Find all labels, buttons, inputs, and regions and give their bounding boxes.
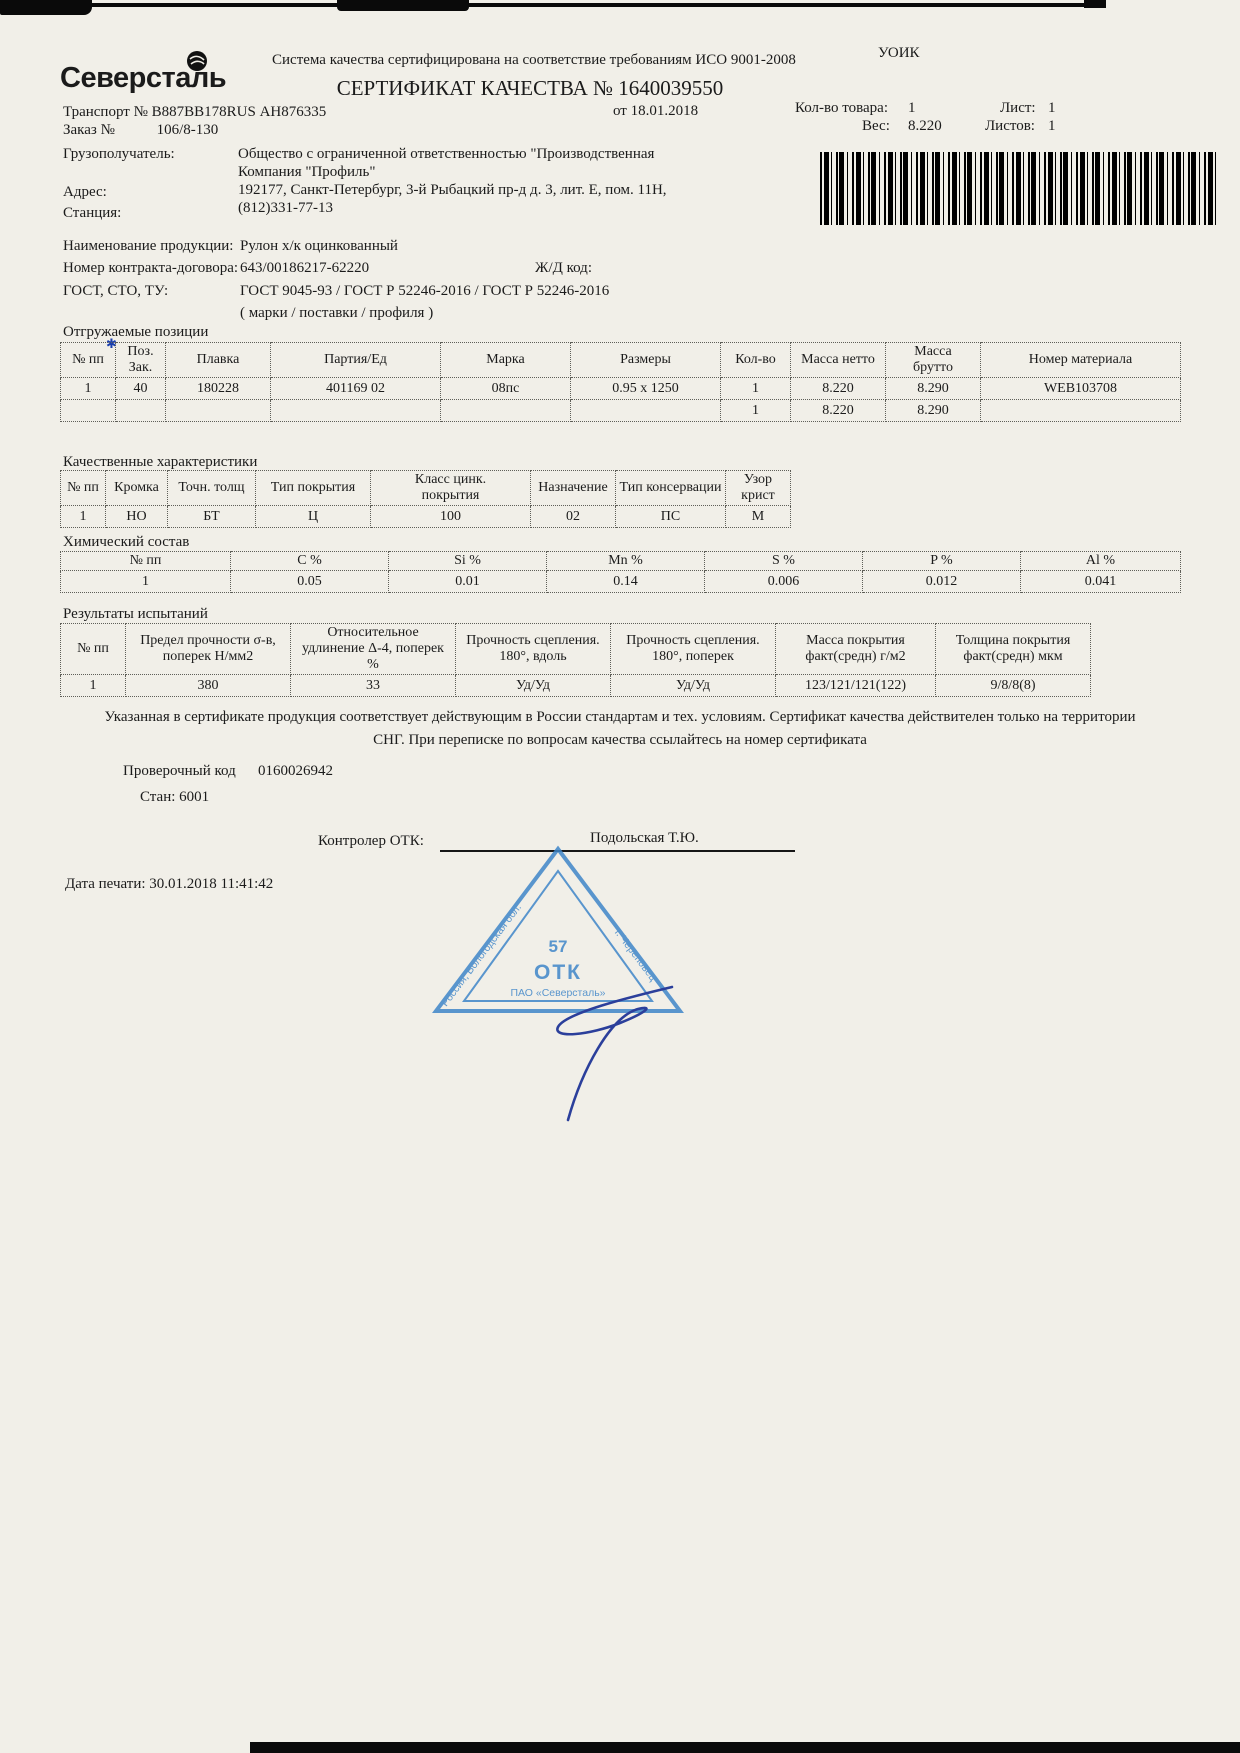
chemistry-section-title: Химический состав: [63, 534, 190, 550]
column-header: Mn %: [547, 552, 705, 571]
column-header: № пп: [61, 624, 126, 675]
table-cell: Уд/Уд: [611, 675, 776, 697]
transport-label: Транспорт №: [63, 104, 148, 120]
stamp-number: 57: [548, 937, 568, 956]
column-header: Масса покрытия факт(средн) г/м2: [776, 624, 936, 675]
scan-artifact-bottom-bar: [250, 1742, 1240, 1753]
compliance-statement: [60, 706, 1180, 751]
column-header: Предел прочности σ-в, поперек Н/мм2: [126, 624, 291, 675]
table-cell: 1: [61, 571, 231, 593]
column-header: Номер материала: [981, 343, 1181, 378]
table-cell: WEB103708: [981, 378, 1181, 400]
weight-label: Вес:: [862, 118, 890, 134]
table-cell: 123/121/121(122): [776, 675, 936, 697]
column-header: Точн. толщ: [168, 471, 256, 506]
column-header: № пп: [61, 343, 116, 378]
column-header: Кромка: [106, 471, 168, 506]
document-title: СЕРТИФИКАТ КАЧЕСТВА № 1640039550: [336, 76, 724, 100]
gost-value: ГОСТ 9045-93 / ГОСТ Р 52246-2016 / ГОСТ Р 52246-2016: [240, 283, 610, 299]
check-code-label: Проверочный код: [123, 763, 236, 779]
column-header: № пп: [61, 552, 231, 571]
column-header: C %: [231, 552, 389, 571]
table-cell: 08пс: [441, 378, 571, 400]
table-cell: 0.006: [705, 571, 863, 593]
address-label: Адрес:: [63, 184, 107, 200]
product-name-label: Наименование продукции:: [63, 238, 234, 254]
table-cell: 40: [116, 378, 166, 400]
logo-text: Северсталь: [60, 62, 227, 94]
column-header: S %: [705, 552, 863, 571]
stamp-otk: ОТК: [534, 961, 582, 984]
column-header: Размеры: [571, 343, 721, 378]
order-row: [63, 122, 218, 139]
table-cell: 100: [371, 506, 531, 528]
table-cell: 33: [291, 675, 456, 697]
barcode: [820, 152, 1216, 225]
shipping-table: [60, 342, 1181, 422]
stamp-company: ПАО «Северсталь»: [510, 987, 606, 999]
sheets-label: Листов:: [985, 118, 1035, 134]
table-cell: [61, 400, 116, 422]
table-cell: 02: [531, 506, 616, 528]
shipping-section-title: Отгружаемые позиции: [63, 324, 209, 340]
column-header: Толщина покрытия факт(средн) мкм: [936, 624, 1091, 675]
column-header: Назначение: [531, 471, 616, 506]
contract-label: Номер контракта-договора:: [63, 260, 239, 276]
table-cell: Уд/Уд: [456, 675, 611, 697]
table-header-row: [61, 624, 1091, 675]
table-cell: 1: [61, 378, 116, 400]
table-cell: 0.14: [547, 571, 705, 593]
table-row: [61, 400, 1181, 422]
table-cell: 0.012: [863, 571, 1021, 593]
table-cell: 1: [61, 506, 106, 528]
column-header: Плавка: [166, 343, 271, 378]
table-row: [61, 675, 1091, 697]
table-cell: 380: [126, 675, 291, 697]
stamp-left-text: Россия, Вологодская обл.: [439, 901, 525, 1009]
table-cell: [166, 400, 271, 422]
table-cell: 1: [721, 400, 791, 422]
column-header: Партия/Ед: [271, 343, 441, 378]
table-cell: М: [726, 506, 791, 528]
consignee-value-line2: Компания "Профиль": [238, 164, 376, 180]
product-name-value: Рулон х/к оцинкованный: [240, 238, 398, 254]
table-cell: 8.290: [886, 400, 981, 422]
table-header-row: [61, 552, 1181, 571]
table-cell: 0.95 x 1250: [571, 378, 721, 400]
column-header: Масса нетто: [791, 343, 886, 378]
column-header: Марка: [441, 343, 571, 378]
table-cell: 0.041: [1021, 571, 1181, 593]
table-cell: 8.220: [791, 400, 886, 422]
qty-value: 1: [908, 100, 916, 116]
table-cell: БТ: [168, 506, 256, 528]
column-header: Тип консервации: [616, 471, 726, 506]
table-cell: ПС: [616, 506, 726, 528]
quality-section-title: Качественные характеристики: [63, 454, 258, 470]
address-line2: (812)331-77-13: [238, 200, 333, 216]
scan-artifact-top-middle: [337, 0, 469, 11]
gost-note: ( марки / поставки / профиля ): [240, 305, 434, 321]
sheet-label: Лист:: [1000, 100, 1036, 116]
column-header: Масса брутто: [886, 343, 981, 378]
department-code: УОИК: [878, 45, 920, 61]
column-header: Прочность сцепления. 180°, вдоль: [456, 624, 611, 675]
table-cell: [116, 400, 166, 422]
compliance-line1: Указанная в сертификате продукция соответствует действующим в России стандартам и тех. условиям. Сертификат качества действителен только на территории: [104, 709, 1136, 725]
mill-row: [140, 789, 209, 806]
column-header: Прочность сцепления. 180°, поперек: [611, 624, 776, 675]
table-cell: 9/8/8(8): [936, 675, 1091, 697]
check-code-value: 0160026942: [258, 763, 333, 779]
test-results-table: [60, 623, 1091, 697]
column-header: Si %: [389, 552, 547, 571]
controller-name: Подольская Т.Ю.: [590, 830, 699, 846]
pen-mark: ✱: [106, 336, 117, 351]
tests-section-title: Результаты испытаний: [63, 606, 208, 622]
table-cell: НО: [106, 506, 168, 528]
column-header: Al %: [1021, 552, 1181, 571]
column-header: Относительное удлинение Δ-4, поперек %: [291, 624, 456, 675]
address-line1: 192177, Санкт-Петербург, 3-й Рыбацкий пр-д д. 3, лит. Е, пом. 11Н,: [238, 182, 667, 198]
consignee-label: Грузополучатель:: [63, 146, 175, 162]
certificate-date: от 18.01.2018: [613, 103, 699, 119]
table-cell: [571, 400, 721, 422]
table-cell: 0.01: [389, 571, 547, 593]
order-value: 106/8-130: [156, 122, 219, 138]
table-row: [61, 506, 791, 528]
table-cell: 0.05: [231, 571, 389, 593]
column-header: № пп: [61, 471, 106, 506]
order-label: Заказ №: [63, 122, 115, 138]
table-header-row: [61, 471, 791, 506]
table-cell: 1: [61, 675, 126, 697]
consignee-value-line1: Общество с ограниченной ответственностью "Производственная: [238, 146, 655, 162]
column-header: Кол-во: [721, 343, 791, 378]
table-row: [61, 378, 1181, 400]
column-header: Тип покрытия: [256, 471, 371, 506]
compliance-line2: СНГ. При переписке по вопросам качества ссылайтесь на номер сертификата: [373, 731, 867, 748]
table-cell: 401169 02: [271, 378, 441, 400]
table-cell: [981, 400, 1181, 422]
table-cell: 8.220: [791, 378, 886, 400]
gost-label: ГОСТ, СТО, ТУ:: [63, 283, 169, 299]
table-cell: Ц: [256, 506, 371, 528]
mill-label: Стан:: [140, 789, 176, 805]
table-cell: 8.290: [886, 378, 981, 400]
scan-artifact-top-right: [1084, 0, 1106, 8]
weight-value: 8.220: [908, 118, 942, 134]
print-date: Дата печати: 30.01.2018 11:41:42: [65, 876, 274, 892]
scan-artifact-top-left: [0, 0, 92, 15]
table-row: [61, 571, 1181, 593]
sheet-value: 1: [1048, 100, 1056, 116]
sheets-value: 1: [1048, 118, 1056, 134]
column-header: P %: [863, 552, 1021, 571]
rail-code-label: Ж/Д код:: [535, 260, 592, 276]
iso-certification-line: Система качества сертифицирована на соответствие требованиям ИСО 9001-2008: [272, 52, 796, 68]
column-header: Узор крист: [726, 471, 791, 506]
chemical-table: [60, 551, 1181, 593]
table-cell: 180228: [166, 378, 271, 400]
transport-row: [63, 104, 326, 121]
table-header-row: [61, 343, 1181, 378]
table-cell: [271, 400, 441, 422]
table-cell: 1: [721, 378, 791, 400]
station-label: Станция:: [63, 205, 122, 221]
column-header: Поз. Зак.: [116, 343, 166, 378]
quality-table: [60, 470, 791, 528]
stamp-right-text: г. Череповец: [612, 926, 659, 984]
signature: [520, 975, 690, 1130]
column-header: Класс цинк. покрытия: [371, 471, 531, 506]
qty-label: Кол-во товара:: [795, 100, 888, 116]
controller-label: Контролер ОТК:: [318, 833, 424, 849]
transport-value: B887BB178RUS АН876335: [151, 104, 327, 120]
table-cell: [441, 400, 571, 422]
contract-value: 643/00186217-62220: [240, 260, 370, 276]
mill-value: 6001: [179, 789, 210, 805]
scan-artifact-top-line: [88, 3, 1098, 7]
